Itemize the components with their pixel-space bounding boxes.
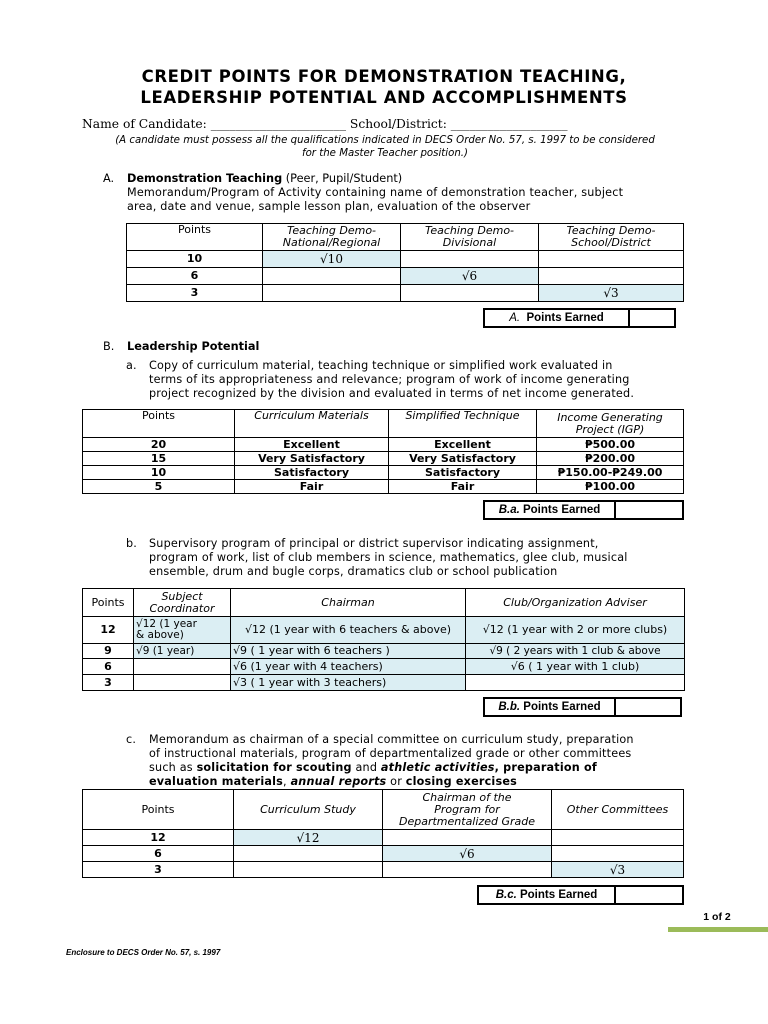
table-row bbox=[83, 644, 685, 659]
header-subject-coordinator bbox=[134, 589, 231, 617]
section-b-b-description bbox=[149, 537, 628, 579]
section-a-label: A. bbox=[103, 172, 115, 185]
page-number-bar bbox=[668, 927, 768, 932]
empty-cell bbox=[552, 846, 684, 862]
desc-line bbox=[149, 761, 634, 775]
check-cell: √3 ( 1 year with 3 teachers) bbox=[231, 675, 466, 691]
points-cell: 6 bbox=[83, 846, 234, 862]
table-row bbox=[83, 452, 684, 466]
desc-line: program of work, list of club members in science, mathematics, glee club, musical bbox=[149, 551, 628, 564]
qualification-note-line-1: (A candidate must possess all the qualifications indicated in DECS Order No. 57, s. 1997 to be considered bbox=[115, 135, 655, 146]
section-b-a-points-earned-field[interactable] bbox=[616, 502, 682, 518]
points-earned-text: Points Earned bbox=[522, 504, 601, 516]
check-cell: √12 bbox=[234, 830, 383, 846]
points-cell: 9 bbox=[83, 644, 134, 659]
section-b-b-points-earned-field[interactable] bbox=[616, 699, 680, 715]
header-other-committees: Other Committees bbox=[552, 790, 684, 830]
check-cell: √12 (1 year with 2 or more clubs) bbox=[466, 617, 685, 644]
amount-cell: ₱150.00-₱249.00 bbox=[537, 466, 684, 480]
table-row bbox=[83, 659, 685, 675]
points-cell: 6 bbox=[83, 659, 134, 675]
empty-cell bbox=[466, 675, 685, 691]
empty-cell bbox=[401, 285, 539, 302]
section-b-a-points-earned-box bbox=[483, 500, 684, 520]
page-number: 1 of 2 bbox=[703, 911, 731, 923]
check-cell bbox=[134, 617, 231, 644]
text-segment: and bbox=[351, 761, 381, 774]
empty-cell bbox=[263, 285, 401, 302]
points-earned-prefix: A. bbox=[509, 312, 521, 324]
header-curriculum-materials: Curriculum Materials bbox=[235, 410, 389, 438]
section-b-b-points-earned-box bbox=[483, 697, 682, 717]
text-bold: evaluation materials bbox=[149, 775, 284, 788]
check-cell: √10 bbox=[263, 251, 401, 268]
document-title-line-1: CREDIT POINTS FOR DEMONSTRATION TEACHING, bbox=[141, 67, 627, 86]
rating-cell: Excellent bbox=[389, 438, 537, 452]
text-bold: solicitation for scouting bbox=[196, 761, 352, 774]
text-bold-italic: athletic activities bbox=[380, 761, 495, 774]
table-row bbox=[83, 675, 685, 691]
points-cell: 12 bbox=[83, 617, 134, 644]
rating-cell: Satisfactory bbox=[389, 466, 537, 480]
desc-line: Memorandum as chairman of a special committee on curriculum study, preparation bbox=[149, 733, 634, 746]
header-club-adviser: Club/Organization Adviser bbox=[466, 589, 685, 617]
table-row bbox=[83, 480, 684, 494]
header-school-district bbox=[539, 224, 684, 251]
empty-cell bbox=[539, 268, 684, 285]
rating-cell: Fair bbox=[389, 480, 537, 494]
points-cell: 10 bbox=[127, 251, 263, 268]
header-points: Points bbox=[83, 589, 134, 617]
desc-line: Copy of curriculum material, teaching technique or simplified work evaluated in bbox=[149, 359, 613, 372]
section-b-heading: Leadership Potential bbox=[127, 340, 260, 353]
table-row bbox=[83, 438, 684, 452]
points-earned-label bbox=[479, 887, 616, 903]
section-b-a-description bbox=[149, 359, 634, 401]
points-cell: 3 bbox=[83, 675, 134, 691]
check-cell: √6 ( 1 year with 1 club) bbox=[466, 659, 685, 675]
text-segment: or bbox=[386, 775, 406, 788]
section-a-table bbox=[126, 223, 684, 302]
section-b-c-points-earned-box bbox=[477, 885, 684, 905]
table-row bbox=[83, 466, 684, 480]
section-a-heading bbox=[127, 172, 402, 185]
section-a-heading-suffix: (Peer, Pupil/Student) bbox=[282, 172, 403, 185]
points-cell: 12 bbox=[83, 830, 234, 846]
text-bold: closing exercises bbox=[405, 775, 517, 788]
header-line: Teaching Demo- bbox=[286, 224, 377, 237]
points-earned-text: Points Earned bbox=[523, 701, 601, 713]
desc-line bbox=[149, 775, 634, 789]
check-cell: √9 (1 year) bbox=[134, 644, 231, 659]
header-points: Points bbox=[83, 790, 234, 830]
table-row bbox=[83, 617, 685, 644]
check-cell: √6 bbox=[383, 846, 552, 862]
table-row bbox=[83, 846, 684, 862]
rating-cell: Very Satisfactory bbox=[235, 452, 389, 466]
header-line: Teaching Demo- bbox=[566, 224, 656, 237]
points-earned-text: Points Earned bbox=[519, 889, 598, 901]
qualification-note bbox=[80, 135, 690, 160]
section-a-heading-text: Demonstration Teaching bbox=[127, 172, 283, 185]
header-simplified-technique: Simplified Technique bbox=[389, 410, 537, 438]
points-cell: 20 bbox=[83, 438, 235, 452]
desc-line: Supervisory program of principal or district supervisor indicating assignment, bbox=[149, 537, 599, 550]
header-line: Income Generating bbox=[557, 410, 663, 424]
section-a-points-earned-box bbox=[483, 308, 676, 328]
points-earned-label bbox=[485, 699, 616, 715]
check-cell: √6 bbox=[401, 268, 539, 285]
header-igp bbox=[537, 410, 684, 438]
document-title-line-2: LEADERSHIP POTENTIAL AND ACCOMPLISHMENTS bbox=[140, 88, 628, 107]
empty-cell bbox=[234, 846, 383, 862]
section-b-label: B. bbox=[103, 340, 115, 353]
empty-cell bbox=[383, 862, 552, 878]
section-a-desc-line-1: Memorandum/Program of Activity containing name of demonstration teacher, subject bbox=[127, 186, 624, 199]
empty-cell bbox=[134, 675, 231, 691]
section-b-b-label: b. bbox=[126, 537, 138, 550]
header-points: Points bbox=[127, 224, 263, 251]
header-line: National/Regional bbox=[282, 236, 381, 249]
check-cell: √6 (1 year with 4 teachers) bbox=[231, 659, 466, 675]
amount-cell: ₱500.00 bbox=[537, 438, 684, 452]
check-cell: √9 ( 1 year with 6 teachers ) bbox=[231, 644, 466, 659]
rating-cell: Very Satisfactory bbox=[389, 452, 537, 466]
header-line: Chairman of the bbox=[422, 790, 512, 804]
header-chairman: Chairman bbox=[231, 589, 466, 617]
points-cell: 10 bbox=[83, 466, 235, 480]
amount-cell: ₱100.00 bbox=[537, 480, 684, 494]
empty-cell bbox=[383, 830, 552, 846]
text-bold: , preparation of bbox=[494, 761, 597, 774]
header-line: Coordinator bbox=[149, 601, 215, 615]
empty-cell bbox=[539, 251, 684, 268]
desc-line: project recognized by the division and evaluated in terms of net income generated. bbox=[149, 387, 635, 400]
header-departmentalized-grade bbox=[383, 790, 552, 830]
points-earned-label bbox=[485, 502, 616, 518]
header-divisional bbox=[401, 224, 539, 251]
empty-cell bbox=[401, 251, 539, 268]
points-cell: 3 bbox=[83, 862, 234, 878]
header-line: Project (IGP) bbox=[575, 422, 645, 436]
cell-line: √12 (1 year bbox=[136, 618, 197, 630]
section-b-b-table bbox=[82, 588, 685, 691]
section-a-description bbox=[127, 186, 623, 214]
points-earned-prefix: B.b. bbox=[498, 701, 521, 713]
section-b-c-points-earned-field[interactable] bbox=[616, 887, 682, 903]
check-cell: √3 bbox=[552, 862, 684, 878]
rating-cell: Satisfactory bbox=[235, 466, 389, 480]
points-cell: 15 bbox=[83, 452, 235, 466]
empty-cell bbox=[552, 830, 684, 846]
header-line: Departmentalized Grade bbox=[399, 814, 535, 828]
header-curriculum-study: Curriculum Study bbox=[234, 790, 383, 830]
header-points: Points bbox=[83, 410, 235, 438]
candidate-line: Name of Candidate: ______________________ School/District: ___________________ bbox=[82, 117, 568, 131]
points-earned-text: Points Earned bbox=[526, 312, 604, 324]
section-b-a-label: a. bbox=[126, 359, 137, 372]
qualification-note-line-2: for the Master Teacher position.) bbox=[301, 147, 469, 159]
header-line: Subject bbox=[161, 589, 203, 603]
amount-cell: ₱200.00 bbox=[537, 452, 684, 466]
table-row bbox=[83, 830, 684, 846]
section-b-c-table bbox=[82, 789, 684, 878]
header-line: School/District bbox=[571, 236, 651, 249]
table-row bbox=[83, 862, 684, 878]
empty-cell bbox=[134, 659, 231, 675]
header-line: Divisional bbox=[442, 236, 497, 249]
section-b-c-label: c. bbox=[126, 733, 137, 746]
section-a-desc-line-2: area, date and venue, sample lesson plan, evaluation of the observer bbox=[127, 200, 531, 213]
text-bold-italic: annual reports bbox=[290, 775, 387, 788]
section-b-c-description bbox=[149, 733, 634, 789]
section-b-a-table bbox=[82, 409, 684, 494]
cell-line: & above) bbox=[136, 629, 184, 641]
rating-cell: Excellent bbox=[235, 438, 389, 452]
desc-line: of instructional materials, program of departmentalized grade or other committees bbox=[149, 747, 632, 760]
empty-cell bbox=[263, 268, 401, 285]
table-row bbox=[127, 285, 684, 302]
desc-line: ensemble, drum and bugle corps, dramatics club or school publication bbox=[149, 565, 558, 578]
empty-cell bbox=[234, 862, 383, 878]
section-a-points-earned-field[interactable] bbox=[630, 310, 674, 326]
points-cell: 6 bbox=[127, 268, 263, 285]
rating-cell: Fair bbox=[235, 480, 389, 494]
points-earned-prefix: B.a. bbox=[498, 504, 520, 516]
text-segment: such as bbox=[149, 761, 197, 774]
points-cell: 3 bbox=[127, 285, 263, 302]
header-national-regional bbox=[263, 224, 401, 251]
points-earned-label bbox=[485, 310, 630, 326]
check-cell: √12 (1 year with 6 teachers & above) bbox=[231, 617, 466, 644]
text-segment: , bbox=[283, 775, 291, 788]
header-line: Teaching Demo- bbox=[424, 224, 515, 237]
footer-enclosure: Enclosure to DECS Order No. 57, s. 1997 bbox=[66, 948, 221, 957]
header-line: Program for bbox=[434, 802, 500, 816]
check-cell: √9 ( 2 years with 1 club & above bbox=[466, 644, 685, 659]
points-cell: 5 bbox=[83, 480, 235, 494]
table-row bbox=[127, 268, 684, 285]
table-row bbox=[127, 251, 684, 268]
points-earned-prefix: B.c. bbox=[495, 889, 517, 901]
check-cell: √3 bbox=[539, 285, 684, 302]
desc-line: terms of its appropriateness and relevance; program of work of income generating bbox=[149, 373, 630, 386]
